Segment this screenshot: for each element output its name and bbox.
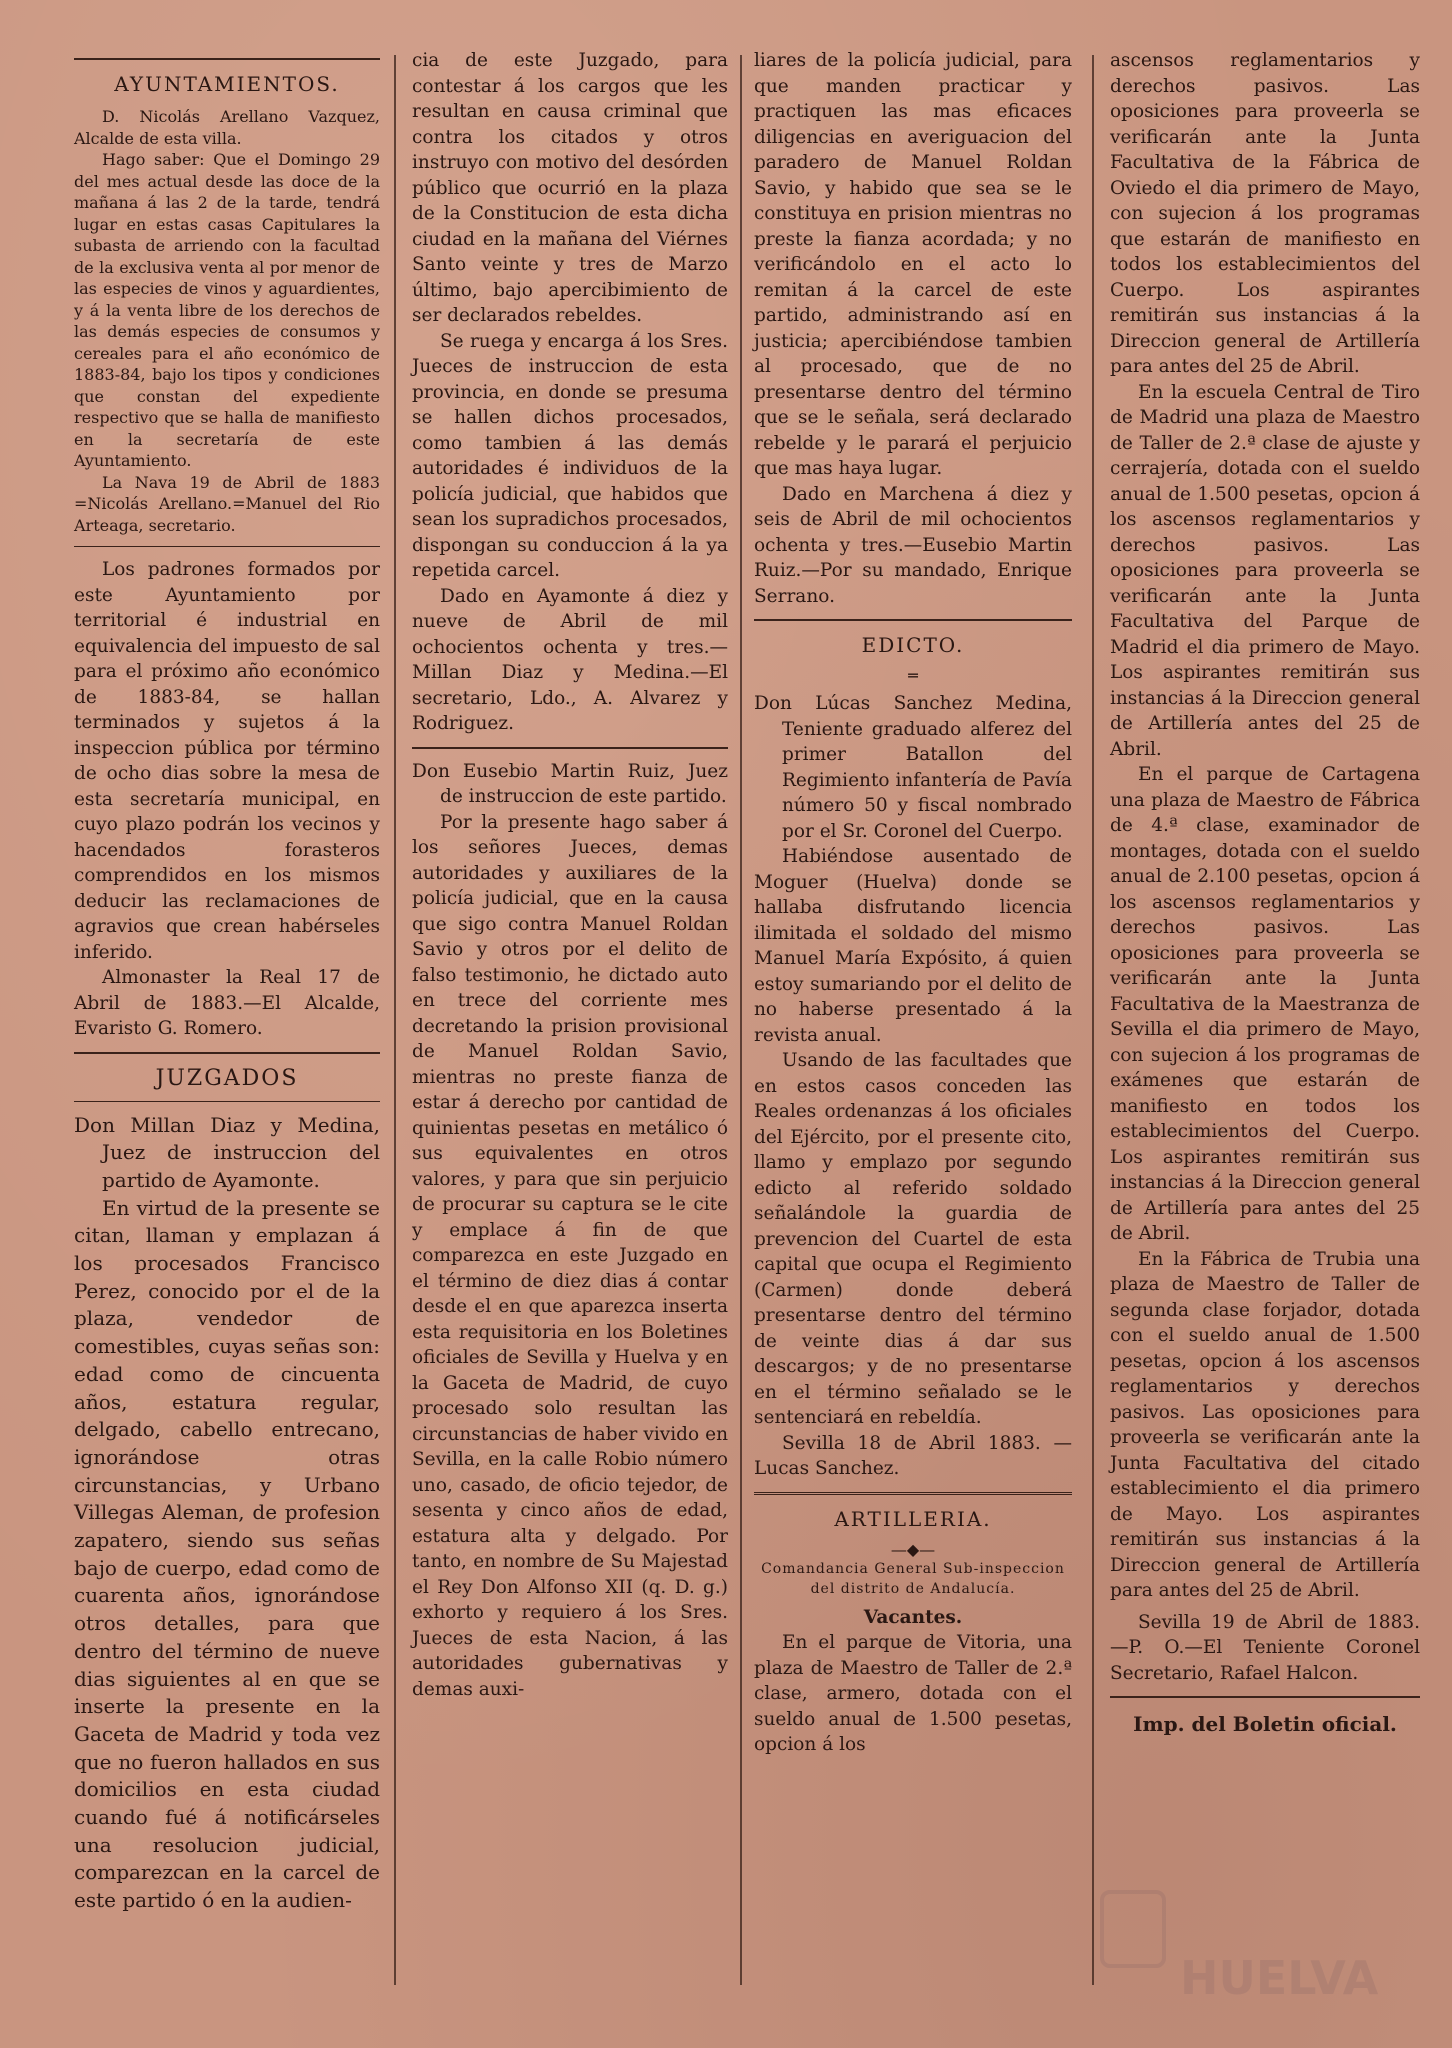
rule <box>1110 1696 1420 1698</box>
vacante-trubia: En la Fábrica de Trubia una plaza de Maestro de Taller de segunda clase forjador, dotada con el sueldo anual de 1.500 pesetas, opcion á los ascensos reglamentarios y derechos pasivos. Las oposiciones para proveerla se verificarán ante la Junta Facultativa del citado establecimiento el dia primero de Mayo. Los aspirantes remitirán sus instancias á la Direccion general de Artillería para antes del 25 de Abril. <box>1110 1248 1420 1601</box>
notice-almonaster-body: Los padrones formados por este Ayuntamiento por territorial é industrial en equivalencia del impuesto de sal para el próximo año económico de 1883-84, se hallan terminados y sujetos á la inspeccion pública por término de ocho dias sobre la mesa de esta secretaría municipal, en cuyo plazo podrán los vecinos y hacendados forasteros comprendidos en los mismos deducir las reclamaciones de agravios que crean habérseles inferido. <box>74 559 380 963</box>
section-title-juzgados: JUZGADOS <box>155 1065 299 1091</box>
notice-ayamonte-heading: Don Millan Diaz y Medina, Juez de instruccion del partido de Ayamonte. <box>74 1112 380 1192</box>
rule <box>74 546 380 547</box>
rule <box>74 1101 380 1102</box>
artilleria-date: Sevilla 19 de Abril de 1883. —P. O.—El Teniente Coronel Secretario, Rafael Halcon. <box>1110 1611 1420 1684</box>
column-divider <box>740 55 742 1985</box>
artilleria-subtitle: Comandancia General Sub-inspeccion del distrito de Andalucía. <box>761 1560 1065 1597</box>
section-title-ayuntamientos: AYUNTAMIENTOS. <box>114 72 340 96</box>
notice-nava-body: Hago saber: Que el Domingo 29 del mes actual desde las doce de la mañana á las 2 de la tarde, tendrá lugar en estas casas Capitulares la subasta de arriendo con la facultad de la exclusiva venta al por menor de las especies de vinos y aguardientes, y á la venta libre de los derechos de las demás especies de consumos y cereales para el año económico de 1883-84, bajo los tipos y condiciones que constan del expediente respectivo que se halla de manifiesto en la secretaría de este Ayuntamiento. <box>74 150 380 470</box>
vacante-vitoria-continued: ascensos reglamentarios y derechos pasivos. Las oposiciones para proveerla se verificarán ante la Junta Facultativa de la Fábrica de Oviedo el dia primero de Mayo, con sujecion á los programas que estarán de manifiesto en todos los establecimientos del Cuerpo. Los aspirantes remitirán sus instancias á la Direccion general de Artillería para antes del 25 de Abril. <box>1110 50 1420 377</box>
edicto-date: Sevilla 18 de Abril 1883. —Lucas Sanchez. <box>754 1432 1072 1479</box>
column-3 <box>754 48 1072 1758</box>
rule <box>74 1052 380 1054</box>
notice-nava-heading: D. Nicolás Arellano Vazquez, Alcalde de esta villa. <box>74 107 380 148</box>
column-divider <box>1092 55 1094 1985</box>
rule <box>754 1492 1072 1495</box>
notice-ayamonte-body: En virtud de la presente se citan, llaman y emplazan á los procesados Francisco Perez, conocido por el de la plaza, vendedor de comestibles, cuyas señas son: edad como de cincuenta años, estatura regular, delgado, cabello entrecano, ignorándose otras circunstancias, y Urbano Villegas Aleman, de profesion zapatero, siendo sus señas bajo de cuerpo, edad como de cuarenta años, ignorándose otros detalles, para que dentro del término de nueve dias siguientes al en que se inserte la presente en la Gaceta de Madrid y toda vez que no fueron hallados en sus domicilios en esta ciudad cuando fué á notificárseles una resolucion judicial, comparezcan en la carcel de este partido ó en la audien- <box>74 1195 380 1913</box>
notice-ayamonte-request: Se ruega y encarga á los Sres. Jueces de instruccion de esta provincia, en donde se presuma se hallen dichos procesados, como tambien á las demás autoridades é individuos de la policía judicial, que habidos que sean los supradichos procesados, dispongan su conduccion á la ya repetida carcel. <box>412 330 728 581</box>
notice-ayamonte-continued: cia de este Juzgado, para contestar á los cargos que les resultan en causa criminal que contra los citados y otros instruyo con motivo del desórden público que ocurrió en la plaza de la Constitucion de esta dicha ciudad en la mañana del Viérnes Santo veinte y tres de Marzo último, bajo apercibimiento de ser declarados rebeldes. <box>412 50 728 326</box>
section-title-edicto: EDICTO. <box>861 633 965 657</box>
column-divider <box>394 55 396 1985</box>
ornament: —◆— <box>890 1539 936 1559</box>
section-title-artilleria: ARTILLERIA. <box>834 1506 992 1531</box>
imprenta-footer: Imp. del Boletin oficial. <box>1133 1712 1397 1736</box>
edicto-body-1: Habiéndose ausentado de Moguer (Huelva) donde se hallaba disfrutando licencia ilimitada el soldado del mismo Manuel María Expósito, á quien estoy sumariando por el delito de no haberse presentado á la revista anual. <box>754 846 1072 1046</box>
column-4 <box>1110 48 1420 1736</box>
shield-icon <box>1102 1892 1164 1966</box>
ornament: ═ <box>908 666 918 685</box>
column-1 <box>74 48 380 1915</box>
notice-ayamonte-date: Dado en Ayamonte á diez y nueve de Abril de mil ochocientos ochenta y tres.—Millan Diaz y Medina.—El secretario, Ldo., A. Alvarez y Rodriguez. <box>412 585 728 734</box>
notice-marchena-continued: liares de la policía judicial, para que manden practicar y practiquen las mas eficaces diligencias en averiguacion del paradero de Manuel Roldan Savio, y habido que sea se le constituya en prision mientras no preste la fianza acordada; y no verificándolo en el acto lo remitan á la carcel de este partido, administrando así en justicia; apercibiéndose tambien al procesado, que de no presentarse dentro del término que se le señala, será declarado rebelde y le parará el perjuicio que mas haya lugar. <box>754 50 1072 479</box>
vacantes-title: Vacantes. <box>863 1606 963 1628</box>
notice-nava-date: La Nava 19 de Abril de 1883 =Nicolás Arellano.=Manuel del Rio Arteaga, secretario. <box>74 472 380 535</box>
rule <box>74 58 380 60</box>
watermark-text: HUELVA <box>1180 1951 1379 2004</box>
edicto-heading: Don Lúcas Sanchez Medina, Teniente graduado alferez del primer Batallon del Regimiento infantería de Pavía número 50 y fiscal nombrado por el Sr. Coronel del Cuerpo. <box>754 693 1072 842</box>
archive-watermark <box>1098 1886 1398 2004</box>
column-2 <box>412 48 728 1702</box>
notice-marchena-heading: Don Eusebio Martin Ruiz, Juez de instruccion de este partido. <box>412 760 728 807</box>
edicto-body-2: Usando de las facultades que en estos casos conceden las Reales ordenanzas á los oficiales del Ejército, por el presente cito, llamo y emplazo por segundo edicto al referido soldado señalándole la guardia de prevencion del Cuartel de esta capital que ocupa el Regimiento (Carmen) donde deberá presentarse dentro del término de veinte dias á dar sus descargos; y de no presentarse en el término señalado se le sentenciará en rebeldía. <box>754 1050 1072 1428</box>
vacante-cartagena: En el parque de Cartagena una plaza de Maestro de Fábrica de 4.ª clase, examinador de montages, dotada con el sueldo anual de 2.100 pesetas, opcion á los ascensos reglamentarios y derechos pasivos. Las oposiciones para proveerla se verificarán ante la Junta Facultativa de la Maestranza de Sevilla el dia primero de Mayo, con sujecion á los programas de exámenes que estarán de manifiesto en todos los establecimientos del Cuerpo. Los aspirantes remitirán sus instancias á la Direccion general de Artillería para antes del 25 de Abril. <box>1110 764 1420 1244</box>
rule <box>412 747 728 749</box>
vacante-vitoria: En el parque de Vitoria, una plaza de Maestro de Taller de 2.ª clase, armero, dotada con el sueldo anual de 1.500 pesetas, opcion á los <box>754 1632 1072 1755</box>
notice-almonaster-date: Almonaster la Real 17 de Abril de 1883.—El Alcalde, Evaristo G. Romero. <box>74 967 380 1039</box>
notice-marchena-date: Dado en Marchena á diez y seis de Abril de mil ochocientos ochenta y tres.—Eusebio Martin Ruiz.—Por su mandado, Enrique Serrano. <box>754 483 1072 607</box>
vacante-tiro-madrid: En la escuela Central de Tiro de Madrid una plaza de Maestro de Taller de 2.ª clase de ajuste y cerrajería, dotada con el sueldo anual de 1.500 pesetas, opcion á los ascensos reglamentarios y derechos pasivos. Las oposiciones para proveerla se verificarán ante la Junta Facultativa del Parque de Madrid el dia primero de Mayo. Los aspirantes remitirán sus instancias á la Direccion general de Artillería antes del 25 de Abril. <box>1110 381 1420 760</box>
rule <box>754 619 1072 621</box>
notice-marchena-body: Por la presente hago saber á los señores Jueces, demas autoridades y auxiliares de la policía judicial, que en la causa que sigo contra Manuel Roldan Savio y otros por el delito de falso testimonio, he dictado auto en trece del corriente mes decretando la prision provisional de Manuel Roldan Savio, mientras no preste fianza de estar á derecho por cantidad de quinientas pesetas en metálico ó sus equivalentes en otros valores, y para que sin perjuicio de procurar su captura se le cite y emplace á fin de que comparezca en este Juzgado en el término de diez dias á contar desde el en que aparezca inserta esta requisitoria en los Boletines oficiales de Sevilla y Huelva y en la Gaceta de Madrid, de cuyo procesado solo resultan las circunstancias de haber vivido en Sevilla, en la calle Robio número uno, casado, de oficio tejedor, de sesenta y cinco años de edad, estatura alta y delgado. Por tanto, en nombre de Su Majestad el Rey Don Alfonso XII (q. D. g.) exhorto y requiero á los Sres. Jueces de esta Nacion, á las autoridades gubernativas y demas auxi- <box>412 811 728 1700</box>
